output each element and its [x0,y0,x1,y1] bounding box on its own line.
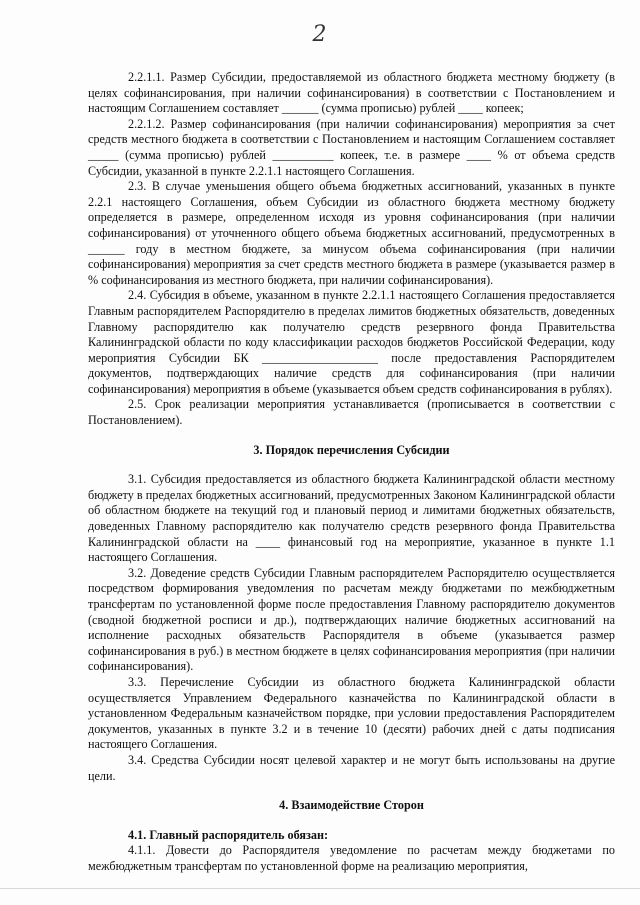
paragraph-3-1: 3.1. Субсидия предоставляется из областного бюджета Калининградской области местному бюджету в пределах бюджетных ассигнований, предусмотренных Законом Калининградской области об областном бюджете на текущий год и плановый период и лимитами бюджетных обязательств, доведенных Главному распорядителю как получателю средств резервного фонда Правительства Калининградской области на ____ финансовый год на мероприятие, указанное в пункте 1.1 настоящего Соглашения. [88,472,615,565]
section-3-heading: 3. Порядок перечисления Субсидии [253,442,450,457]
paragraph-2-2-1-2: 2.2.1.2. Размер софинансирования (при наличии софинансирования) мероприятия за счет средств местного бюджета в соответствии с Постановлением и настоящим Соглашением составляет _____ (сумма прописью) рублей __________ копеек, т.е. в размере ____ % от объема средств Субсидии, указанной в пункте 2.2.1.1 настоящего Соглашения. [88,116,615,178]
paragraph-4-1-1: 4.1.1. Довести до Распорядителя уведомление по расчетам между бюджетами по межбюджетным трансфертам по установленной форме на реализацию мероприятия, [88,843,615,873]
paragraph-3-3: 3.3. Перечисление Субсидии из областного бюджета Калининградской области осуществляется Управлением Федерального казначейства по Калининградской области в установленном Федеральным казначейством порядке, при условии предоставления Распорядителем документов, указанных в пункте 3.2 и в течение 10 (десяти) рабочих дней с даты подписания настоящего Соглашения. [88,674,615,752]
paragraph-3-4: 3.4. Средства Субсидии носят целевой характер и не могут быть использованы на другие цели. [88,752,615,783]
paragraph-2-2-1-1: 2.2.1.1. Размер Субсидии, предоставляемой из областного бюджета местному бюджету (в целях софинансирования, при наличии софинансирования) в соответствии с Постановлением и настоящим Соглашением составляет ______ (сумма прописью) рублей ____ копеек; [88,70,615,116]
page-bottom-edge [0,888,640,889]
document-body [88,70,615,875]
subsection-4-1-heading: 4.1. Главный распорядитель обязан: [128,827,329,842]
paragraph-3-2: 3.2. Доведение средств Субсидии Главным распорядителем Распорядителю осуществляется посредством формирования уведомления по расчетам между бюджетами по межбюджетным трансфертам по установленной форме после предоставления Главному распорядителю документов (сводной бюджетной росписи и др.), подтверждающих наличие бюджетных ассигнований на исполнение расходных обязательств Распорядителя в объеме (указывается размер софинансирования в руб.) в местном бюджете в целях софинансирования мероприятия (при наличии софинансирования). [88,565,615,674]
paragraph-2-3: 2.3. В случае уменьшения общего объема бюджетных ассигнований, указанных в пункте 2.2.1 настоящего Соглашения, объем Субсидии из областного бюджета местному бюджету определяется в размере, определенном исходя из уровня софинансирования (при наличии софинансирования) от уточненного общего объема бюджетных ассигнований, предусмотренных в ______ году в местном бюджете, за минусом объема софинансирования (при наличии софинансирования) мероприятия за счет средств местного бюджета в размере (указывается размер в % софинансирования из местного бюджета, при наличии софинансирования). [88,179,615,287]
section-4-heading: 4. Взаимодействие Сторон [279,798,424,813]
paragraph-2-5: 2.5. Срок реализации мероприятия устанавливается (прописывается в соответствии с Постановлением). [88,397,615,428]
page-number: 2 [312,22,328,47]
paragraph-2-4: 2.4. Субсидия в объеме, указанном в пункте 2.2.1.1 настоящего Соглашения предоставляется Главным распорядителем Распорядителю в пределах лимитов бюджетных обязательств, доведенных Главному распорядителю как получателю средств резервного фонда Правительства Калининградской области по коду классификации расходов бюджетов Российской Федерации, коду мероприятия Субсидии БК ___________________ после предоставления Распорядителем документов, подтверждающих наличие средств для софинансирования (при наличии софинансирования) мероприятия в объеме (указывается объем средств софинансирования в рублях). [88,288,615,396]
